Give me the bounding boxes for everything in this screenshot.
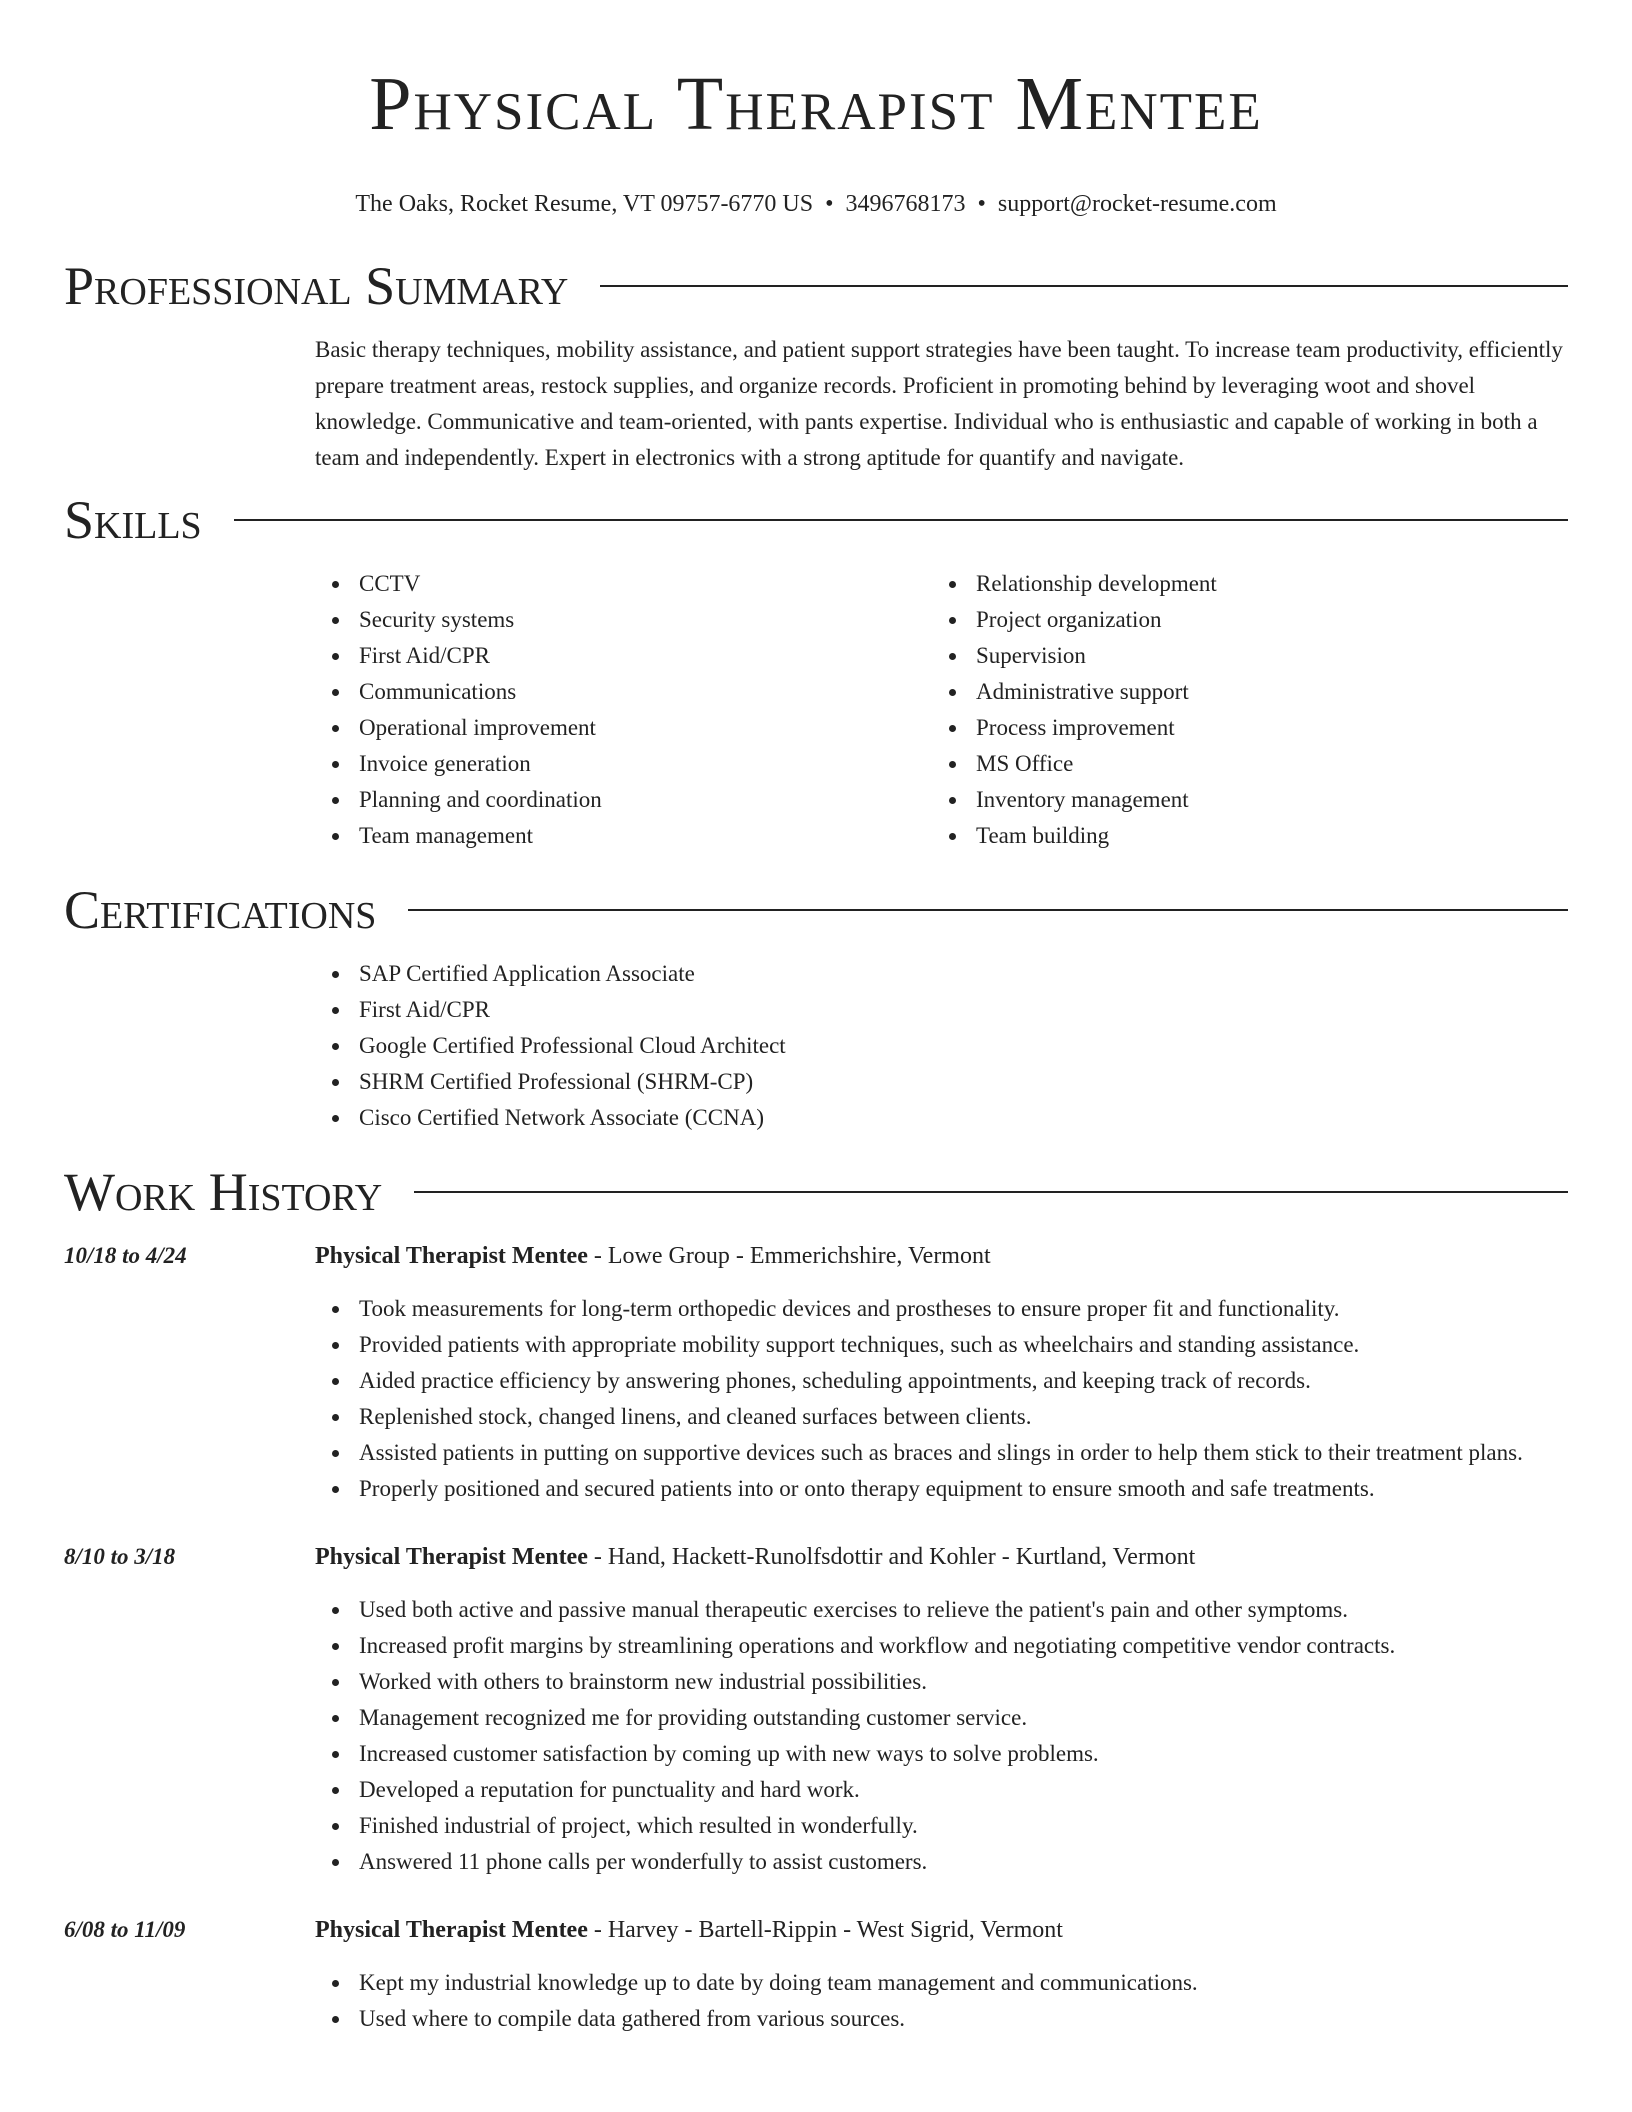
skill-item: Project organization (976, 602, 1549, 638)
job-entry (64, 1912, 1568, 2037)
job-bullet: Properly positioned and secured patients into or onto therapy equipment to ensure smooth and safe treatments. (359, 1471, 1568, 1507)
skill-item: First Aid/CPR (359, 638, 932, 674)
job-bullet: Finished industrial of project, which resulted in wonderfully. (359, 1808, 1568, 1844)
job-heading (315, 1539, 1195, 1575)
job-bullet: Provided patients with appropriate mobility support techniques, such as wheelchairs and standing assistance. (359, 1327, 1568, 1363)
skills-column-right (932, 566, 1549, 854)
job-employer: - Harvey - Bartell-Rippin - West Sigrid, Vermont (587, 1917, 1063, 1943)
summary-header (64, 254, 1568, 318)
skill-item: Operational improvement (359, 710, 932, 746)
job-heading (315, 1912, 1063, 1948)
job-bullet: Worked with others to brainstorm new industrial possibilities. (359, 1664, 1568, 1700)
job-bullet: Increased profit margins by streamlining operations and workflow and negotiating competitive vendor contracts. (359, 1628, 1568, 1664)
contact-separator: • (977, 191, 986, 217)
certification-item: SAP Certified Application Associate (359, 956, 1568, 992)
job-bullets (315, 1592, 1568, 1880)
summary-text: Basic therapy techniques, mobility assistance, and patient support strategies have been taught. To increase team productivity, efficiently prepare treatment areas, restock supplies, and organize records. Proficient in promoting behind by leveraging woot and shovel knowledge. Communicative and team-oriented, with pants expertise. Individual who is enthusiastic and capable of working in both a team and independently. Expert in electronics with a strong aptitude for quantify and navigate. (315, 337, 1563, 470)
job-dates: 8/10 to 3/18 (64, 1544, 176, 1569)
certifications-list (315, 956, 1568, 1136)
contact-line (0, 188, 1632, 220)
skill-item: Security systems (359, 602, 932, 638)
job-employer: - Lowe Group - Emmerichshire, Vermont (587, 1243, 991, 1269)
skill-item: Inventory management (976, 782, 1549, 818)
section-divider (408, 909, 1568, 911)
certifications-title: Certifications (64, 880, 377, 940)
skills-grid (315, 566, 1568, 854)
skill-item: Process improvement (976, 710, 1549, 746)
job-bullet: Assisted patients in putting on supportive devices such as braces and slings in order to help them stick to their treatment plans. (359, 1435, 1568, 1471)
skills-header (64, 488, 1568, 552)
job-bullet: Replenished stock, changed linens, and cleaned surfaces between clients. (359, 1399, 1568, 1435)
job-bullet-list (315, 1291, 1568, 1507)
skill-item: MS Office (976, 746, 1549, 782)
certification-item: First Aid/CPR (359, 992, 1568, 1028)
section-divider (234, 519, 1568, 521)
job-header (64, 1912, 1568, 1948)
certification-item: Cisco Certified Network Associate (CCNA) (359, 1100, 1568, 1136)
job-bullet: Increased customer satisfaction by coming up with new ways to solve problems. (359, 1736, 1568, 1772)
skill-item: Communications (359, 674, 932, 710)
job-employer: - Hand, Hackett-Runolfsdottir and Kohler - Kurtland, Vermont (587, 1544, 1196, 1570)
job-bullet: Kept my industrial knowledge up to date by doing team management and communications. (359, 1965, 1568, 2001)
skills-title: Skills (64, 490, 202, 550)
certification-item: SHRM Certified Professional (SHRM-CP) (359, 1064, 1568, 1100)
job-bullet: Developed a reputation for punctuality and hard work. (359, 1772, 1568, 1808)
contact-separator: • (825, 191, 834, 217)
contact-email: support@rocket-resume.com (997, 191, 1277, 217)
job-bullets (315, 1291, 1568, 1507)
job-entry (64, 1539, 1568, 1880)
job-header (64, 1539, 1568, 1575)
job-bullet: Answered 11 phone calls per wonderfully to assist customers. (359, 1844, 1568, 1880)
skill-item: Administrative support (976, 674, 1549, 710)
job-title: Physical Therapist Mentee (315, 1243, 588, 1269)
summary-section (64, 254, 1568, 476)
job-header (64, 1238, 1568, 1274)
certification-item: Google Certified Professional Cloud Architect (359, 1028, 1568, 1064)
job-bullet-list (315, 1592, 1568, 1880)
skill-item: Planning and coordination (359, 782, 932, 818)
certifications-body (315, 956, 1568, 1136)
work-history-title: Work History (64, 1162, 383, 1222)
skill-item: Relationship development (976, 566, 1549, 602)
section-divider (414, 1191, 1568, 1193)
skill-item: Team management (359, 818, 932, 854)
skill-item: Supervision (976, 638, 1549, 674)
job-bullet: Took measurements for long-term orthopedic devices and prostheses to ensure proper fit and functionality. (359, 1291, 1568, 1327)
skills-list-left (315, 566, 932, 854)
section-divider (600, 285, 1568, 287)
job-bullet: Used where to compile data gathered from various sources. (359, 2001, 1568, 2037)
job-bullet-list (315, 1965, 1568, 2037)
job-dates: 10/18 to 4/24 (64, 1243, 187, 1268)
skill-item: Team building (976, 818, 1549, 854)
job-heading (315, 1238, 991, 1274)
job-bullet: Used both active and passive manual therapeutic exercises to relieve the patient's pain and other symptoms. (359, 1592, 1568, 1628)
work-history-section (64, 1160, 1568, 2037)
skill-item: CCTV (359, 566, 932, 602)
contact-address: The Oaks, Rocket Resume, VT 09757-6770 US (355, 191, 814, 217)
job-title: Physical Therapist Mentee (315, 1544, 588, 1570)
work-history-header (64, 1160, 1568, 1224)
job-bullet: Management recognized me for providing outstanding customer service. (359, 1700, 1568, 1736)
job-bullets (315, 1965, 1568, 2037)
skills-list-right (932, 566, 1549, 854)
contact-phone: 3496768173 (845, 191, 966, 217)
job-bullet: Aided practice efficiency by answering phones, scheduling appointments, and keeping track of records. (359, 1363, 1568, 1399)
summary-title: Professional Summary (64, 256, 569, 316)
job-entry (64, 1238, 1568, 1507)
job-dates: 6/08 to 11/09 (64, 1917, 186, 1942)
candidate-name: Physical Therapist Mentee (369, 62, 1263, 146)
skill-item: Invoice generation (359, 746, 932, 782)
skills-section (64, 488, 1568, 854)
certifications-header (64, 878, 1568, 942)
job-title: Physical Therapist Mentee (315, 1917, 588, 1943)
skills-column-left (315, 566, 932, 854)
certifications-section (64, 878, 1568, 1136)
